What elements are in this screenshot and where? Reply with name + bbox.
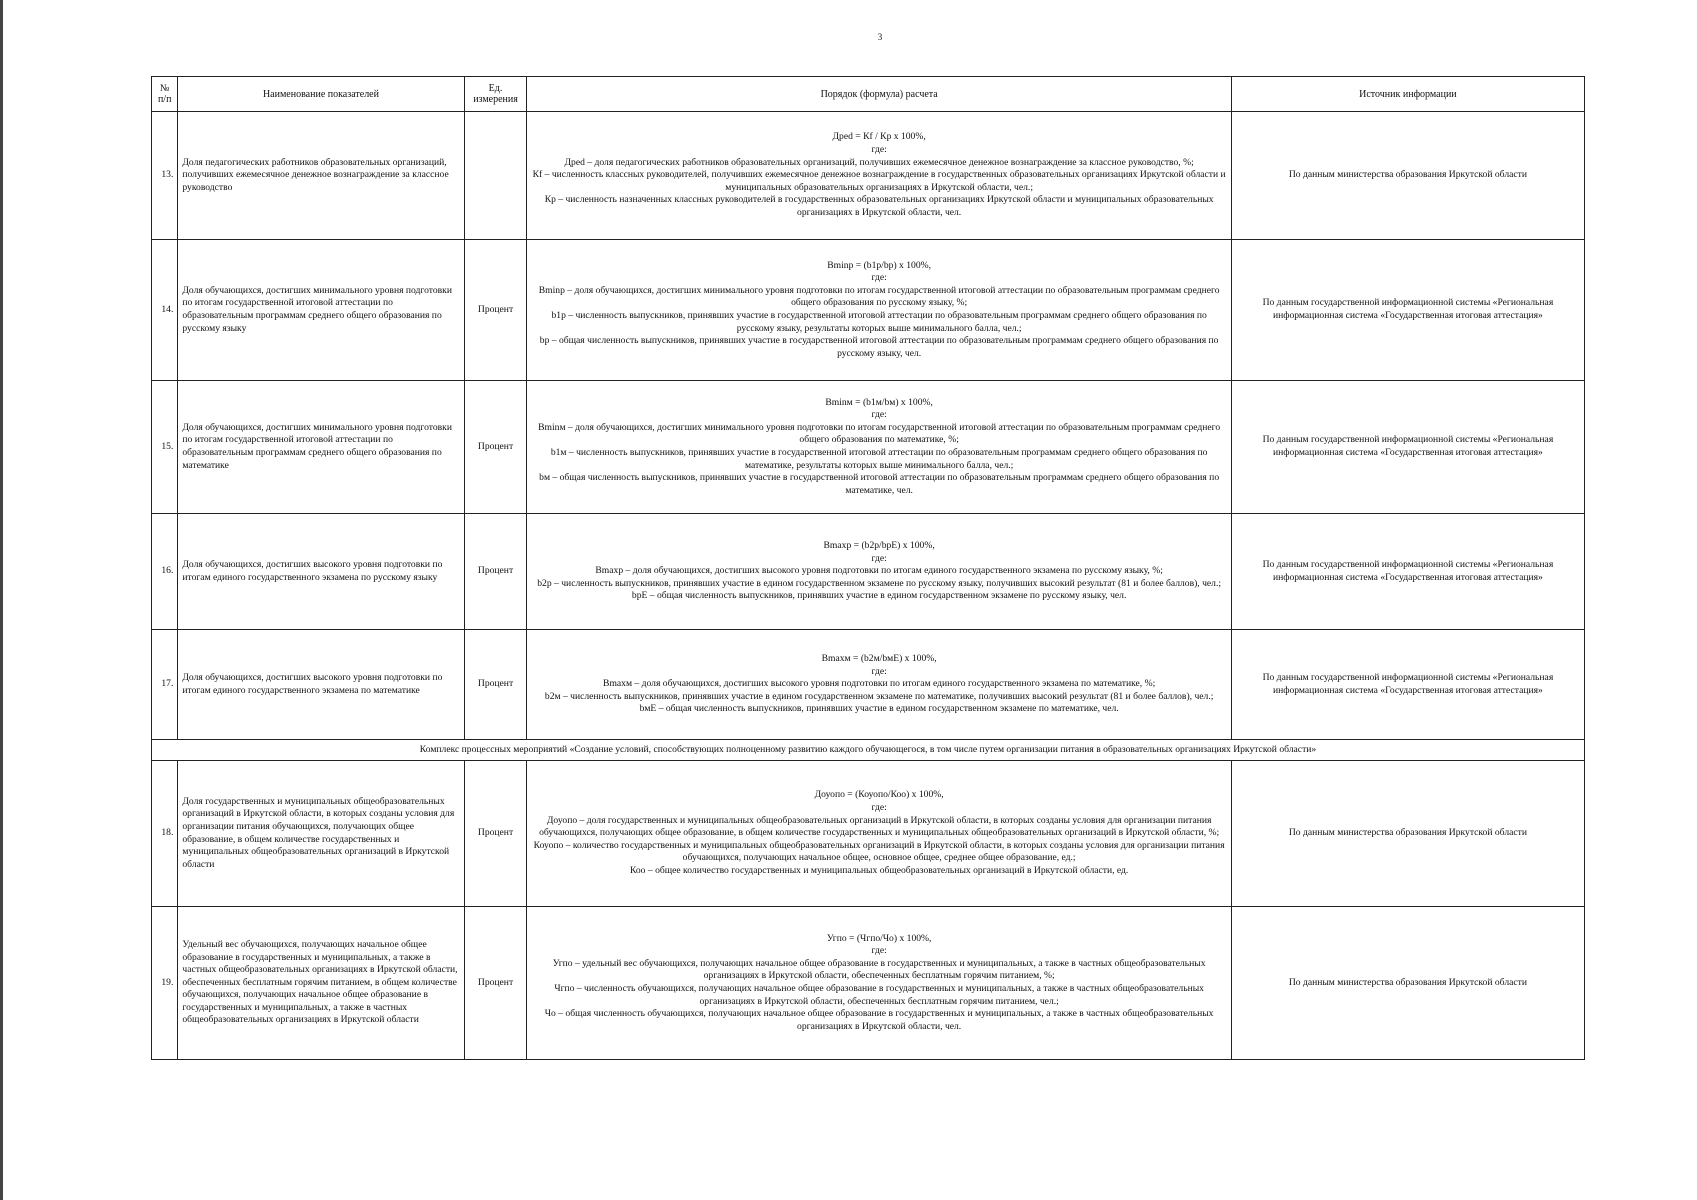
header-source: Источник информации <box>1231 77 1584 112</box>
formula-cell <box>527 381 1231 514</box>
section-row <box>152 740 1585 761</box>
formula-line: Вminр – доля обучающихся, достигших минимального уровня подготовки по итогам государственной итоговой аттестации по образовательным программам среднего общего образования по русскому языку, %; <box>538 284 1220 309</box>
row-number: 14. <box>152 240 178 381</box>
formula-line: Вmахм = (b2м/bмЕ) х 100%, <box>821 653 937 665</box>
indicator-unit: Процент <box>464 761 527 907</box>
info-source: По данным государственной информационной системы «Региональная информационная система «Государственная итоговая аттестация» <box>1231 381 1584 514</box>
table-header-row <box>152 77 1585 112</box>
table-row <box>152 112 1585 240</box>
formula-line: Вmахр = (b2р/bрЕ) х 100%, <box>823 540 935 552</box>
formula-cell <box>527 907 1231 1060</box>
formula-cell <box>527 240 1231 381</box>
indicator-name: Доля обучающихся, достигших высокого уровня подготовки по итогам единого государственного экзамена по математике <box>178 630 464 740</box>
indicator-unit: Процент <box>464 381 527 514</box>
indicator-unit: Процент <box>464 630 527 740</box>
formula-line: Коо – общее количество государственных и муниципальных общеобразовательных организаций в Иркутской области, ед. <box>629 864 1129 876</box>
formula-cell <box>527 630 1231 740</box>
formula-line: Чо – общая численность обучающихся, получающих начальное общее образование в государственных и муниципальных, а также в частных общеобразовательных организациях в Иркутской области, чел. <box>544 1008 1214 1032</box>
formula-line: Угпо = (Чгпо/Чо) х 100%, <box>826 932 932 944</box>
indicator-name: Удельный вес обучающихся, получающих начальное общее образование в государственных и муниципальных, а также в частных общеобразовательных организациях в Иркутской области, обеспеченных бесплатным горячим питанием, в общем количестве обучающихся, получающих начальное общее образование в государственных и муниципальных, а также в частных общеобразовательных организациях в Иркутской области <box>178 907 464 1060</box>
row-number: 13. <box>152 112 178 240</box>
formula-line: b2р – численность выпускников, принявших участие в едином государственном экзамене по русскому языку, получивших высокий результат (81 и более баллов), чел.; <box>537 577 1222 589</box>
formula-line: Доуопо = (Коуопо/Коо) х 100%, <box>814 789 944 801</box>
formula-line: Вminр = (b1р/bр) х 100%, <box>827 259 932 271</box>
formula-line: Чгпо – численность обучающихся, получающих начальное общее образование в государственных и муниципальных, а также в частных общеобразовательных организациях в Иркутской области, обеспеченных бесплатным горячим питанием, чел.; <box>554 983 1204 1007</box>
formula-line: Доуопо – доля государственных и муниципальных общеобразовательных организаций в Иркутской области, в которых созданы условия для организации питания обучающихся, получающих общее образование, в общем количестве государственных и муниципальных общеобразовательных организаций в Иркутской области, %; <box>539 814 1220 839</box>
formula-line: b1м – численность выпускников, принявших участие в государственной итоговой аттестации по образовательным программам среднего общего образования по математике, результаты которых выше минимального балла, чел.; <box>550 447 1208 471</box>
formula-cell <box>527 514 1231 630</box>
info-source: По данным министерства образования Иркутской области <box>1231 112 1584 240</box>
table-row <box>152 514 1585 630</box>
formula-line: Вmахм – доля обучающихся, достигших высокого уровня подготовки по итогам единого государственного экзамена по математике, %; <box>603 678 1156 690</box>
formula-cell <box>527 761 1231 907</box>
formula-line: Вminм = (b1м/bм) х 100%, <box>825 396 933 408</box>
info-source: По данным государственной информационной системы «Региональная информационная система «Государственная итоговая аттестация» <box>1231 514 1584 630</box>
formula-line: где: <box>871 272 887 284</box>
row-number: 16. <box>152 514 178 630</box>
page-binding-edge <box>0 0 3 1200</box>
formula-line: Кр – численность назначенных классных руководителей в государственных образовательных организациях Иркутской области и муниципальных образовательных организациях в Иркутской области, чел. <box>544 194 1214 218</box>
formula-line: где: <box>871 409 887 421</box>
table-row <box>152 761 1585 907</box>
formula-line: Кf – численность классных руководителей, получивших ежемесячное денежное вознаграждение в государственных образовательных организациях Иркутской области и муниципальных образовательных организациях в Иркутской области, чел.; <box>532 169 1226 193</box>
table-row <box>152 240 1585 381</box>
formula-line: bмЕ – общая численность выпускников, принявших участие в едином государственном экзамене по математике, чел. <box>639 703 1119 715</box>
formula-line: Вminм – доля обучающихся, достигших минимального уровня подготовки по итогам государственной итоговой аттестации по образовательным программам среднего общего образования по математике, %; <box>538 421 1221 446</box>
indicator-name: Доля обучающихся, достигших минимального уровня подготовки по итогам государственной итоговой аттестации по образовательным программам среднего общего образования по математике <box>178 381 464 514</box>
formula-line: b2м – численность выпускников, принявших участие в едином государственном экзамене по математике, получивших высокий результат (81 и более баллов), чел.; <box>544 690 1214 702</box>
indicator-name: Доля обучающихся, достигших высокого уровня подготовки по итогам единого государственного экзамена по русскому языку <box>178 514 464 630</box>
indicator-unit: Процент <box>464 240 527 381</box>
table-row <box>152 381 1585 514</box>
formula-line: где: <box>871 665 887 677</box>
formula-line: Вmахр – доля обучающихся, достигших высокого уровня подготовки по итогам единого государственного экзамена по русскому языку, %; <box>595 565 1163 577</box>
formula-line: Дрed – доля педагогических работников образовательных организаций, получивших ежемесячное денежное вознаграждение за классное руководство, %; <box>564 156 1194 168</box>
formula-cell <box>527 112 1231 240</box>
formula-line: bр – общая численность выпускников, принявших участие в государственной итоговой аттестации по образовательным программам среднего общего образования по русскому языку, чел. <box>539 335 1219 359</box>
indicator-unit: Процент <box>464 514 527 630</box>
indicator-unit <box>464 112 527 240</box>
formula-line: где: <box>871 144 887 156</box>
row-number: 17. <box>152 630 178 740</box>
formula-line: b1р – численность выпускников, принявших участие в государственной итоговой аттестации по образовательным программам среднего общего образования по русскому языку, результаты которых выше минимального балла, чел.; <box>551 310 1207 334</box>
page-number: 3 <box>877 32 883 42</box>
info-source: По данным государственной информационной системы «Региональная информационная система «Государственная итоговая аттестация» <box>1231 240 1584 381</box>
formula-line: где: <box>871 945 887 957</box>
formula-line: где: <box>871 802 887 814</box>
header-num: № п/п <box>152 77 178 112</box>
indicators-table <box>151 76 1585 1060</box>
row-number: 19. <box>152 907 178 1060</box>
info-source: По данным министерства образования Иркутской области <box>1231 761 1584 907</box>
row-number: 15. <box>152 381 178 514</box>
indicator-name: Доля государственных и муниципальных общеобразовательных организаций в Иркутской области, в которых созданы условия для организации питания обучающихся, получающих общее образование, в общем количестве государственных и муниципальных общеобразовательных организаций в Иркутской области <box>178 761 464 907</box>
formula-line: где: <box>871 552 887 564</box>
info-source: По данным министерства образования Иркутской области <box>1231 907 1584 1060</box>
formula-line: Дрed = Кf / Кр х 100%, <box>832 131 926 143</box>
section-title: Комплекс процессных мероприятий «Создание условий, способствующих полноценному развитию каждого обучающегося, в том числе путем организации питания в образовательных организациях Иркутской области» <box>152 740 1585 761</box>
info-source: По данным государственной информационной системы «Региональная информационная система «Государственная итоговая аттестация» <box>1231 630 1584 740</box>
header-name: Наименование показателей <box>178 77 464 112</box>
formula-line: Коуопо – количество государственных и муниципальных общеобразовательных организаций в Иркутской области, в которых созданы условия для организации питания обучающихся, получающих начальное общее, основное общее, среднее общее образование, ед.; <box>533 839 1225 864</box>
indicator-name: Доля обучающихся, достигших минимального уровня подготовки по итогам государственной итоговой аттестации по образовательным программам среднего общего образования по русскому языку <box>178 240 464 381</box>
header-formula: Порядок (формула) расчета <box>527 77 1231 112</box>
header-unit: Ед. измерения <box>464 77 527 112</box>
table-row <box>152 630 1585 740</box>
indicator-name: Доля педагогических работников образовательных организаций, получивших ежемесячное денежное вознаграждение за классное руководство <box>178 112 464 240</box>
formula-line: bрЕ – общая численность выпускников, принявших участие в едином государственном экзамене по русскому языку, чел. <box>631 590 1127 602</box>
table-row <box>152 907 1585 1060</box>
formula-line: bм – общая численность выпускников, принявших участие в государственной итоговой аттестации по образовательным программам среднего общего образования по математике, чел. <box>539 472 1220 496</box>
formula-line: Угпо – удельный вес обучающихся, получающих начальное общее образование в государственных и муниципальных, а также в частных общеобразовательных организациях в Иркутской области, обеспеченных бесплатным горячим питанием, %; <box>552 957 1206 982</box>
row-number: 18. <box>152 761 178 907</box>
indicator-unit: Процент <box>464 907 527 1060</box>
